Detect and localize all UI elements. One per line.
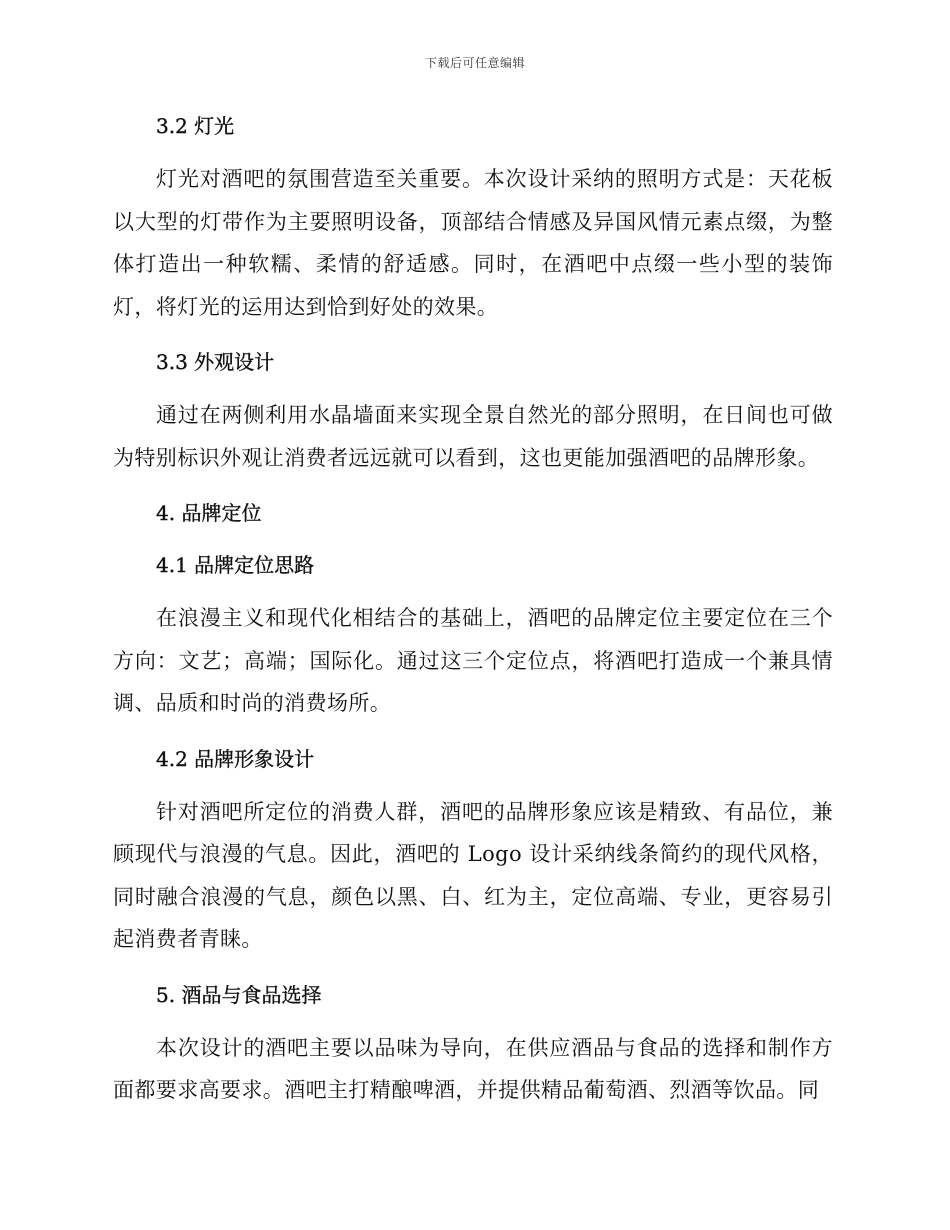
- paragraph-exterior: 通过在两侧利用水晶墙面来实现全景自然光的部分照明，在日间也可做为特别标识外观让消费者远远就可以看到，这也更能加强酒吧的品牌形象。: [113, 403, 833, 470]
- page-header: 下载后可任意编辑: [424, 56, 525, 70]
- document-body: [113, 108, 833, 1112]
- section-heading-drinks-food: 5. 酒品与食品选择: [156, 982, 322, 1007]
- section-heading-lighting: 3.2 灯光: [156, 114, 235, 138]
- section-heading-exterior: 3.3 外观设计: [156, 350, 275, 374]
- paragraph-brand-image: 针对酒吧所定位的消费人群，酒吧的品牌形象应该是精致、有品位，兼顾现代与浪漫的气息。因此，酒吧的 Logo 设计采纳线条简约的现代风格，同时融合浪漫的气息，颜色以黑、白、红为主，定位高端、专业，更容易引起消费者青睐。: [113, 799, 833, 951]
- section-heading-positioning-ideas: 4.1 品牌定位思路: [156, 553, 315, 577]
- paragraph-lighting: 灯光对酒吧的氛围营造至关重要。本次设计采纳的照明方式是：天花板以大型的灯带作为主要照明设备，顶部结合情感及异国风情元素点缀，为整体打造出一种软糯、柔情的舒适感。同时，在酒吧中点缀一些小型的装饰灯，将灯光的运用达到恰到好处的效果。: [113, 167, 833, 319]
- section-heading-brand-image: 4.2 品牌形象设计: [156, 746, 315, 771]
- section-heading-brand-positioning: 4. 品牌定位: [156, 501, 262, 525]
- paragraph-positioning-ideas: 在浪漫主义和现代化相结合的基础上，酒吧的品牌定位主要定位在三个方向：文艺；高端；国际化。通过这三个定位点，将酒吧打造成一个兼具情调、品质和时尚的消费场所。: [113, 606, 833, 715]
- paragraph-drinks-food: 本次设计的酒吧主要以品味为导向，在供应酒品与食品的选择和制作方面都要求高要求。酒吧主打精酿啤酒，并提供精品葡萄酒、烈酒等饮品。同: [113, 1035, 833, 1102]
